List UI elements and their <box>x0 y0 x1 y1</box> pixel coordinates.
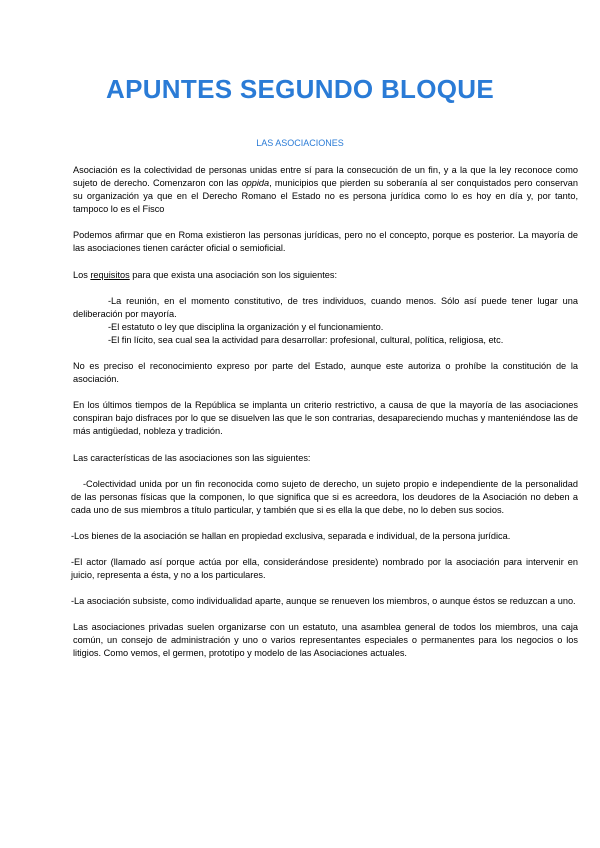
document-body <box>73 164 578 674</box>
requisito-item-1: -La reunión, en el momento constitutivo, de tres individuos, cuando menos. Sólo así puede tener lugar una deliberación por mayoría. <box>73 295 578 319</box>
caracteristica-item-2: -Los bienes de la asociación se hallan en propiedad exclusiva, separada e individual, de la persona jurídica. <box>71 530 511 541</box>
paragraph-text: Asociación es la colectividad de personas unidas entre sí para la consecución de un fin, y a la que la ley reconoce como sujeto de derecho. Comenzaron con las <box>73 165 578 189</box>
paragraph-text: , municipios que pierden su soberanía al ser conquistados pero conservan su organización ya que en el Derecho Romano el Estado no es persona jurídica como lo es hoy en día y, por tanto, tampoco lo es el Fisco <box>73 178 578 215</box>
paragraph-republica: En los últimos tiempos de la República se implanta un criterio restrictivo, a causa de que la mayoría de las asociaciones conspiran bajo disfraces por lo que se disuelven las que le son contrarias, desapareciendo muchas y manteniéndose las de más antigüedad, nobleza y tradición. <box>73 400 578 437</box>
italic-term: oppida <box>241 178 270 189</box>
underlined-term: requisitos <box>90 269 130 280</box>
requisito-item-2: -El estatuto o ley que disciplina la organización y el funcionamiento. <box>108 321 384 332</box>
caracteristica-item-3: -El actor (llamado así porque actúa por ella, considerándose presidente) nombrado por la asociación para intervenir en juicio, representa a ésta, y no a los particulares. <box>71 556 578 581</box>
requisito-item-3: -El fin lícito, sea cual sea la actividad para desarrollar: profesional, cultural, política, religiosa, etc. <box>108 334 504 345</box>
paragraph-privadas: Las asociaciones privadas suelen organizarse con un estatuto, una asamblea general de todos los miembros, una caja común, un consejo de administración y uno o varios representantes especiales o permanentes para los negocios o los litigios. Como vemos, el germen, prototipo y modelo de las Asociaciones actuales. <box>73 622 578 659</box>
paragraph-definition <box>73 164 578 216</box>
section-subtitle: LAS ASOCIACIONES <box>256 138 344 148</box>
paragraph-text: Los <box>73 269 91 280</box>
paragraph-caracteristicas: Las características de las asociaciones son las siguientes: <box>73 452 311 463</box>
paragraph-text: para que exista una asociación son los siguientes: <box>129 269 338 280</box>
paragraph-requisitos <box>73 269 578 282</box>
caracteristica-item-1: -Colectividad unida por un fin reconocida como sujeto de derecho, un sujeto propio e independiente de la personalidad de las personas físicas que la componen, lo que significa que si es acreedora, los deudores de la Asociación no deben a cada uno de sus miembros a título particular, y también que si es ella la que debe, no lo deben sus socios. <box>71 478 578 515</box>
caracteristica-item-4: -La asociación subsiste, como individualidad aparte, aunque se renueven los miembros, o aunque éstos se reduzcan a uno. <box>71 596 576 607</box>
document-title: APUNTES SEGUNDO BLOQUE <box>106 74 494 104</box>
paragraph-reconocimiento: No es preciso el reconocimiento expreso por parte del Estado, aunque este autoriza o prohíbe la constitución de la asociación. <box>73 361 578 385</box>
paragraph-roma: Podemos afirmar que en Roma existieron las personas jurídicas, pero no el concepto, porque es posterior. La mayoría de las asociaciones tienen carácter oficial o semioficial. <box>73 230 578 254</box>
